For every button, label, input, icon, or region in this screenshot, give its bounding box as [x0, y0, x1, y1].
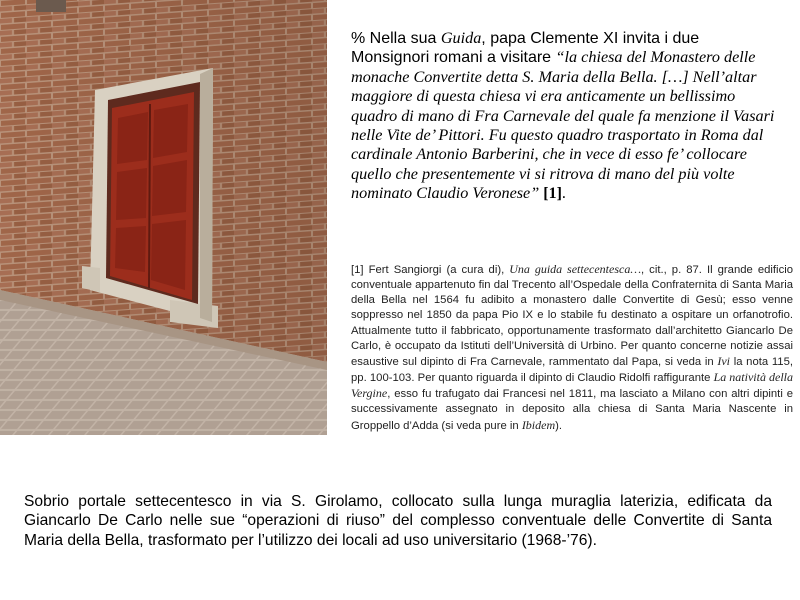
- footnote-text-4: , esso fu trafugato dai Francesi nel 1811, ma lasciato a Milano con altri dipinti e successivamente assegnato in deposito alla chiesa di Santa Maria Nascente in Groppello d’Adda (si veda pure in: [351, 388, 793, 432]
- footnote-italic-3: La natività della Vergine: [351, 370, 793, 401]
- main-paragraph: [351, 29, 776, 204]
- photo-brick-wall-doorway: [0, 0, 327, 435]
- main-text-lead-2: , papa Clemente XI invita i due Monsignori romani a visitare: [351, 30, 700, 67]
- photo-caption: Sobrio portale settecentesco in via S. Girolamo, collocato sulla lunga muraglia laterizia, edificata da Giancarlo De Carlo nelle sue “operazioni di riuso” del complesso conventuale delle Convertite di Santa Maria della Bella, trasformato per l’utilizzo dei locali ad uso universitario (1968-’76).: [24, 493, 772, 549]
- main-quote: “la chiesa del Monastero delle monache Convertite detta S. Maria della Bella. […] Nell’altar maggiore di questa chiesa vi era anticamente un bellissimo quadro di mano di Fra Carnevale del quale fa menzione il Vasari nelle Vite de’ Pittori. Fu questo quadro trasportato in Roma dal cardinale Antonio Barberini, che in vece di esso fe’ collocare quello che presentemente vi si ritrova di mano del più volte nominato Claudio Veronese”: [351, 48, 775, 203]
- footnote-text-3: la nota 115, pp. 100-103. Per quanto riguarda il dipinto di Claudio Ridolfi raffigurante: [351, 355, 793, 385]
- main-text-lead: % Nella sua: [351, 30, 441, 47]
- footnote-italic-2: Ivi: [717, 353, 731, 368]
- main-text-end: .: [561, 185, 566, 203]
- guida-title: Guida: [440, 29, 482, 47]
- window-corner: [36, 0, 66, 12]
- footnote-text-2: , cit., p. 87. Il grande edificio conventuale appartenuto fin dal Trecento all’Ospedale della Confraternita di Santa Maria della Bella nel 1564 fu adibito a monastero dalle Convertite di Gesù; esso venne soppresso nel 1850 da papa Pio IX e lo stabile fu destinato a ospitare un orfanotrofio. Attualmente tutto il fabbricato, opportunamente trasformato dall’architetto Giancarlo De Carlo, è occupato da Istituti dell’Università di Urbino. Per quanto concerne notizie assai esaustive sul dipinto di Fra Carnevale, rammentato dal Papa, si veda in: [351, 264, 794, 368]
- footnote-text-5: ).: [555, 419, 563, 432]
- footnote-text-1: [1] Fert Sangiorgi (a cura di),: [351, 264, 510, 276]
- doorway-image: [0, 0, 327, 435]
- footnote-reference-link[interactable]: [1]: [539, 185, 562, 203]
- footnote-italic-4: Ibidem: [521, 417, 556, 432]
- footnote: [351, 262, 793, 434]
- footnote-italic-1: Una guida settecentesca…: [509, 262, 642, 276]
